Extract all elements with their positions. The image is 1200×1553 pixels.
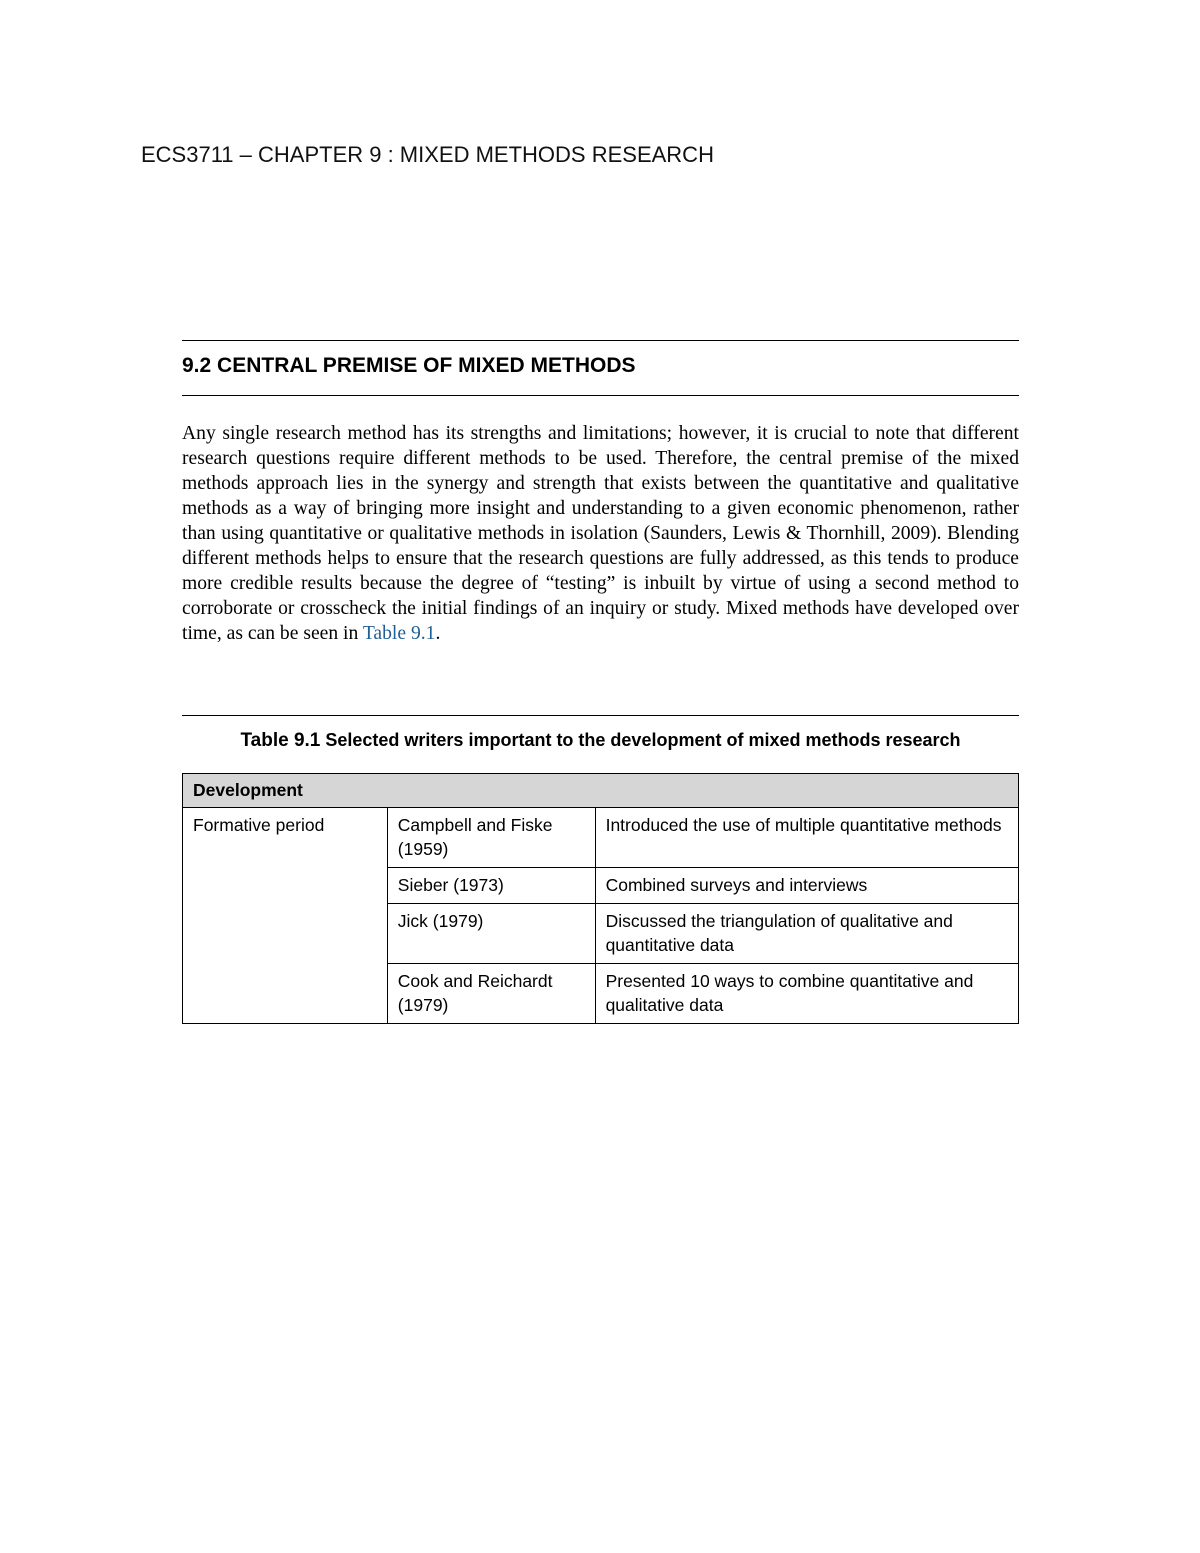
page-header: ECS3711 – CHAPTER 9 : MIXED METHODS RESEARCH — [141, 142, 714, 167]
body-paragraph-end: . — [435, 623, 441, 644]
section-top-rule — [182, 340, 1019, 341]
writer-cell: Cook and Reichardt (1979) — [387, 964, 595, 1024]
contribution-cell: Combined surveys and interviews — [595, 868, 1018, 904]
table-top-rule — [182, 715, 1019, 716]
table-caption-label: Table 9.1 — [240, 730, 321, 751]
table-caption — [182, 730, 1019, 752]
body-paragraph — [182, 421, 1019, 646]
section-bottom-rule — [182, 395, 1019, 396]
table-row — [183, 808, 1019, 868]
contribution-cell: Discussed the triangulation of qualitative and quantitative data — [595, 904, 1018, 964]
writer-cell: Sieber (1973) — [387, 868, 595, 904]
development-table — [182, 773, 1019, 1024]
section-heading: 9.2 CENTRAL PREMISE OF MIXED METHODS — [182, 354, 636, 377]
contribution-cell: Presented 10 ways to combine quantitative and qualitative data — [595, 964, 1018, 1024]
table-caption-text: Selected writers important to the development of mixed methods research — [325, 730, 961, 750]
writer-cell: Campbell and Fiske (1959) — [387, 808, 595, 868]
period-cell: Formative period — [183, 808, 388, 1024]
table-header-row — [183, 774, 1019, 808]
table-header-cell: Development — [183, 774, 1019, 808]
writer-cell: Jick (1979) — [387, 904, 595, 964]
table-reference-link[interactable]: Table 9.1 — [362, 623, 436, 644]
body-paragraph-text: Any single research method has its strengths and limitations; however, it is crucial to note that different research questions require different methods to be used. Therefore, the central premise of the mixed methods approach lies in the synergy and strength that exists between the quantitative and qualitative methods as a way of bringing more insight and understanding to a given economic phenomenon, rather than using quantitative or qualitative methods in isolation (Saunders, Lewis & Thornhill, 2009). Blending different methods helps to ensure that the research questions are fully addressed, as this tends to produce more credible results because the degree of “testing” is inbuilt by virtue of using a second method to corroborate or crosscheck the initial findings of an inquiry or study. Mixed methods have developed over time, as can be seen in — [182, 423, 1019, 644]
contribution-cell: Introduced the use of multiple quantitative methods — [595, 808, 1018, 868]
